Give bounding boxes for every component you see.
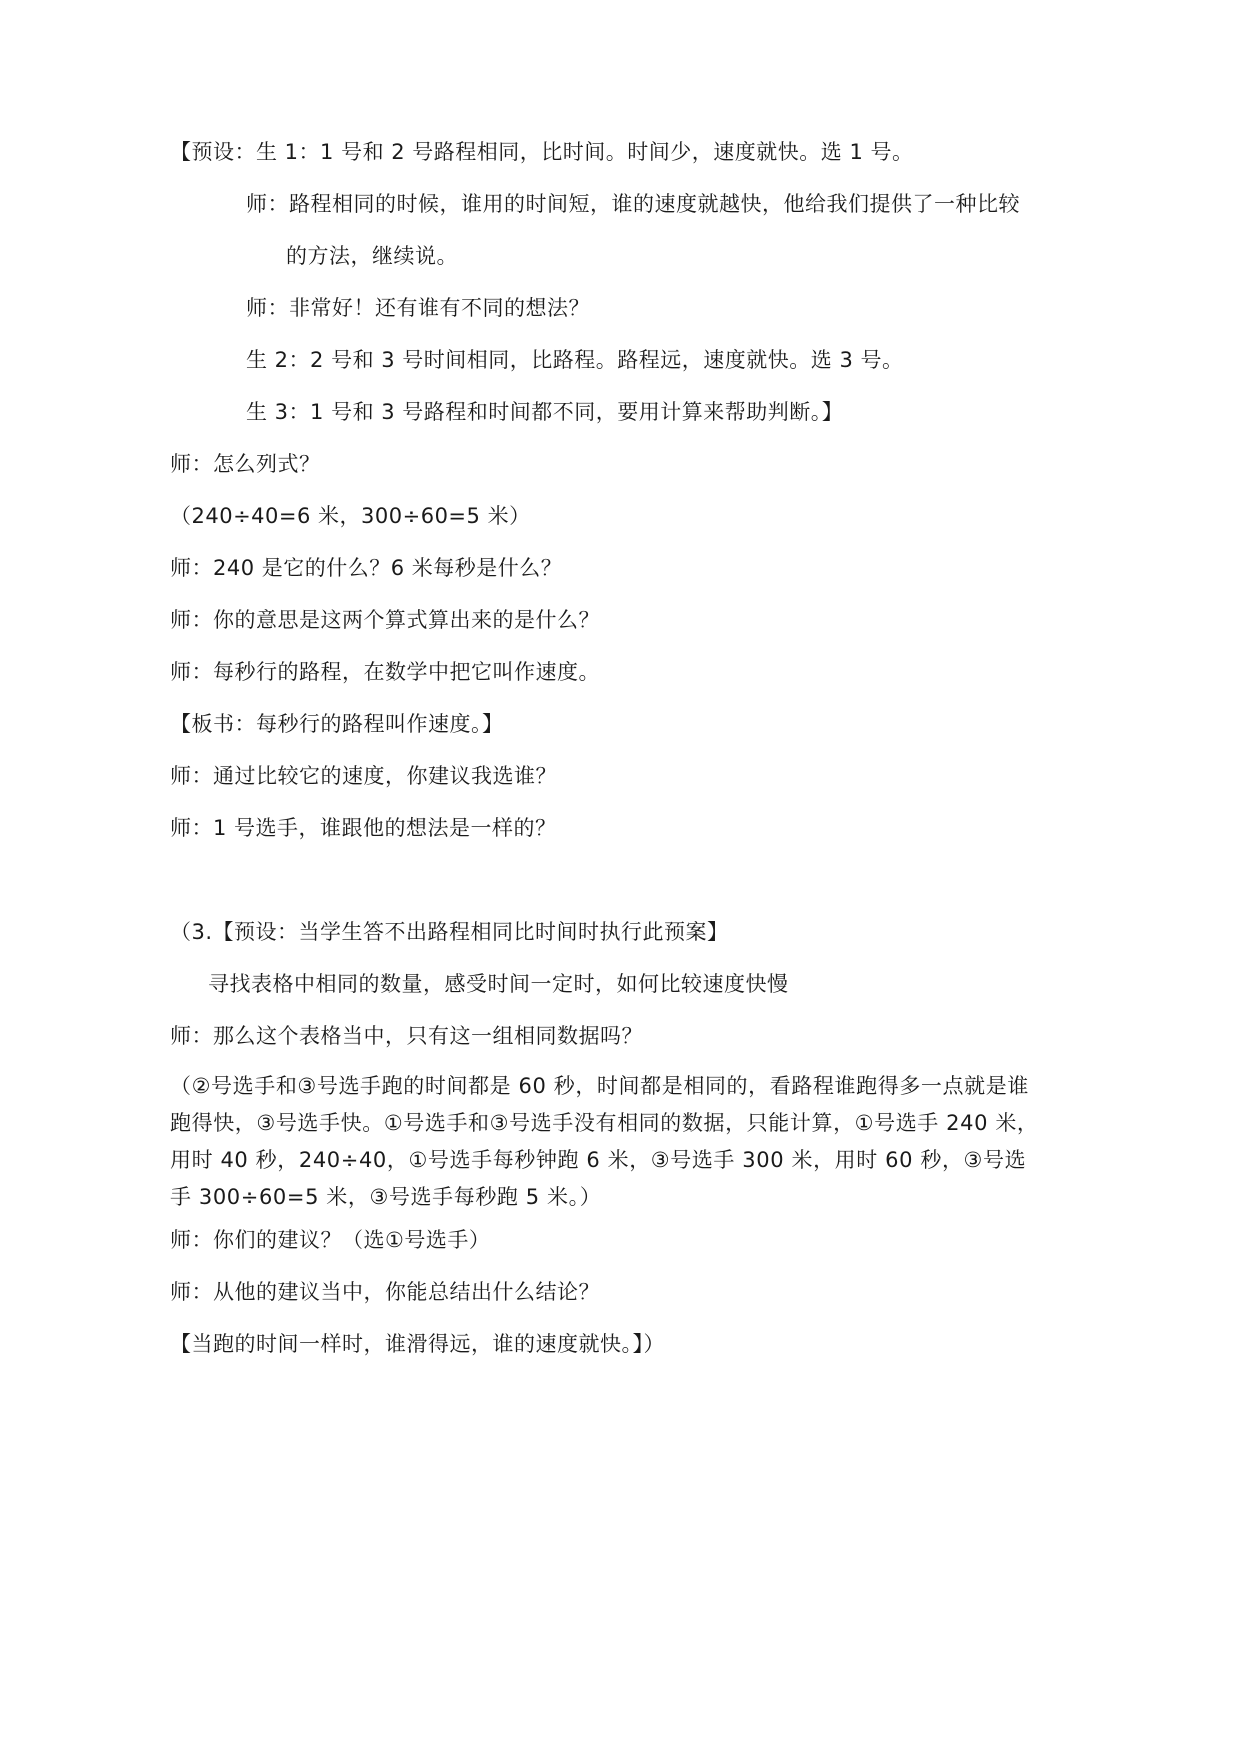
teacher-line-2: 师：非常好！还有谁有不同的想法？: [246, 296, 590, 320]
question-conclusion: 师：从他的建议当中，你能总结出什么结论？: [170, 1280, 600, 1304]
explanation-paragraph: （②号选手和③号选手跑的时间都是 60 秒，时间都是相同的，看路程谁跑得多一点就是谁跑得快，③号选手快。①号选手和③号选手没有相同的数据，只能计算，①号选手 240 米，用时 40 秒，240÷40，①号选手每秒钟跑 6 米，③号选手 300 米，用时 60 秒，③号选手 300÷60=5 米，③号选手每秒跑 5 米。）: [170, 1074, 1039, 1209]
question-suggestion: 师：你们的建议？（选①号选手）: [170, 1228, 491, 1252]
student-3-line: 生 3：1 号和 3 号路程和时间都不同，要用计算来帮助判断。】: [246, 400, 844, 424]
question-lieshi: 师：怎么列式？: [170, 452, 321, 476]
speed-definition: 师：每秒行的路程，在数学中把它叫作速度。: [170, 660, 600, 684]
yushe-sheng1: 【预设：生 1：1 号和 2 号路程相同，比时间。时间少，速度就快。选 1 号。: [170, 140, 914, 164]
blackboard-note: 【板书：每秒行的路程叫作速度。】: [170, 712, 504, 736]
conclusion-note: 【当跑的时间一样时，谁滑得远，谁的速度就快。】）: [170, 1332, 665, 1356]
student-2-line: 生 2：2 号和 3 号时间相同，比路程。路程远，速度就快。选 3 号。: [246, 348, 904, 372]
task-description: 寻找表格中相同的数量，感受时间一定时，如何比较速度快慢: [208, 972, 789, 996]
calculation-line: （240÷40=6 米，300÷60=5 米）: [170, 504, 531, 528]
question-recommend: 师：通过比较它的速度，你建议我选谁？: [170, 764, 557, 788]
section-3-heading: （3.【预设：当学生答不出路程相同比时间时执行此预案】: [170, 920, 729, 944]
question-table: 师：那么这个表格当中，只有这一组相同数据吗？: [170, 1024, 643, 1048]
question-player-1: 师：1 号选手，谁跟他的想法是一样的？: [170, 816, 557, 840]
teacher-line-1-continued: 的方法，继续说。: [286, 244, 458, 268]
question-meaning: 师：你的意思是这两个算式算出来的是什么？: [170, 608, 600, 632]
question-240: 师：240 是它的什么？6 米每秒是什么？: [170, 556, 563, 580]
teacher-line-1: 师：路程相同的时候，谁用的时间短，谁的速度就越快，他给我们提供了一种比较: [246, 192, 1020, 216]
